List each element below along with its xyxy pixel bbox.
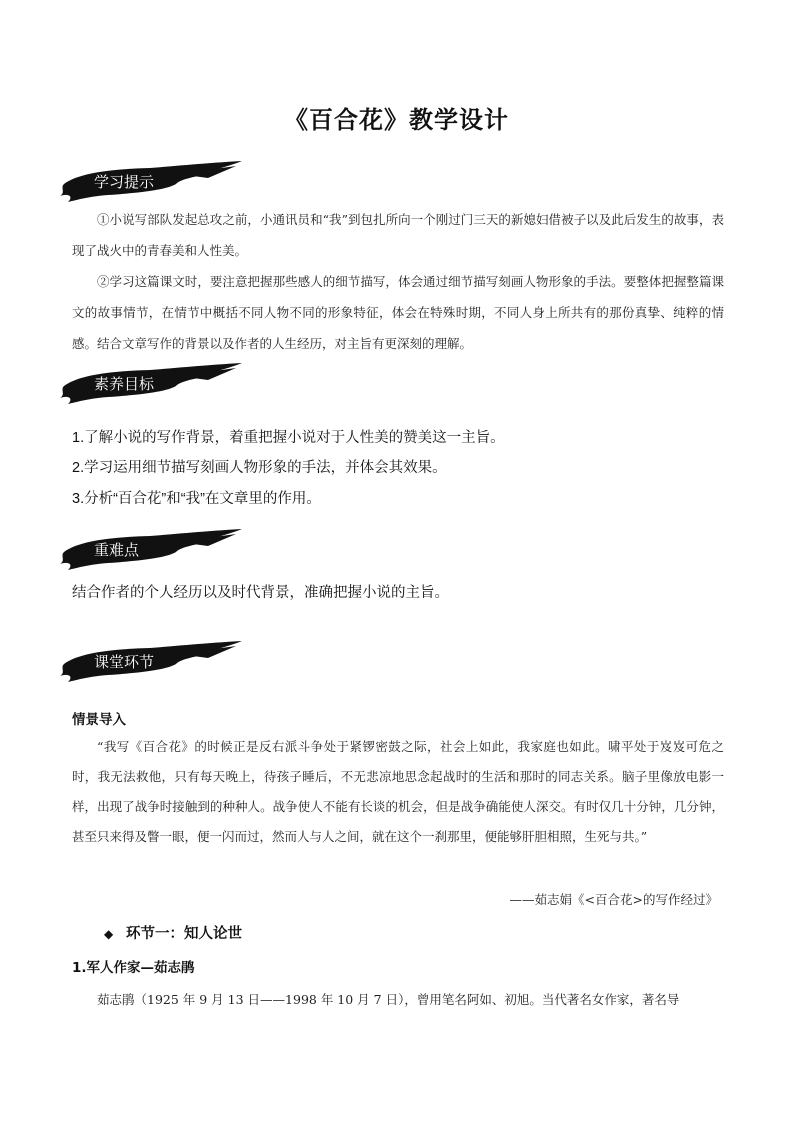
intro-quote-text: “我写《百合花》的时候正是反右派斗争处于紧锣密鼓之际，社会上如此，我家庭也如此。啸平处于岌岌可危之时，我无法救他，只有每天晚上，待孩子睡后，不无悲凉地思念起战时的生活和那时的同志关系。脑子里像放电影一样，出现了战争时接触到的种种人。战争使人不能有长谈的机会，但是战争确能使人深交。有时仅几十分钟，几分钟，甚至只来得及瞥一眼，便一闪而过，然而人与人之间，就在这个一刹那里，便能够肝胆相照，生死与共。” <box>72 739 724 844</box>
banner-label: 重难点 <box>94 541 140 559</box>
tips-paragraph-1: ①小说写部队发起总攻之前，小通讯员和“我”到包扎所向一个刚过门三天的新媳妇借被子以及此后发生的故事，表现了战火中的青春美和人性美。 <box>72 212 724 258</box>
tips-body <box>72 204 724 359</box>
link-one-heading <box>104 922 242 943</box>
section-banner-class <box>58 640 248 684</box>
section-banner-goals <box>58 362 248 406</box>
goal-item-3: 3.分析“百合花”和“我”在文章里的作用。 <box>72 491 321 507</box>
banner-label: 课堂环节 <box>94 653 155 671</box>
banner-label: 学习提示 <box>94 173 155 191</box>
diamond-bullet-icon: ◆ <box>104 927 114 941</box>
author-intro <box>72 984 724 1015</box>
focus-text: 结合作者的个人经历以及时代背景，准确把握小说的主旨。 <box>72 585 449 601</box>
goal-item-1: 1.了解小说的写作背景，着重把握小说对于人性美的赞美这一主旨。 <box>72 430 505 446</box>
author-intro-text: 茹志鹃（1925 年 9 月 13 日——1998 年 10 月 7 日），曾用笔名阿如、初旭。当代著名女作家，著名导 <box>97 992 680 1007</box>
section-banner-focus <box>58 528 248 572</box>
intro-citation: ——茹志娟《<百合花>的写作经过》 <box>509 892 718 907</box>
link-one-title: 环节一：知人论世 <box>126 926 242 942</box>
banner-label: 素养目标 <box>94 375 155 393</box>
goal-item-2: 2.学习运用细节描写刻画人物形象的手法，并体会其效果。 <box>72 460 447 476</box>
intro-heading: 情景导入 <box>72 712 126 728</box>
section-banner-tips <box>58 160 248 204</box>
tips-paragraph-2: ②学习这篇课文时，要注意把握那些感人的细节描写，体会通过细节描写刻画人物形象的手法。要整体把握整篇课文的故事情节，在情节中概括不同人物不同的形象特征，体会在特殊时期，不同人身上所共有的那份真挚、纯粹的情感。结合文章写作的背景以及作者的人生经历，对主旨有更深刻的理解。 <box>72 274 724 351</box>
sub-heading-author: 1.军人作家—茹志鹃 <box>72 960 195 976</box>
intro-quote <box>72 732 724 852</box>
page-title: 《百合花》教学设计 <box>284 105 509 134</box>
ink-brush-banner-icon <box>58 528 248 572</box>
